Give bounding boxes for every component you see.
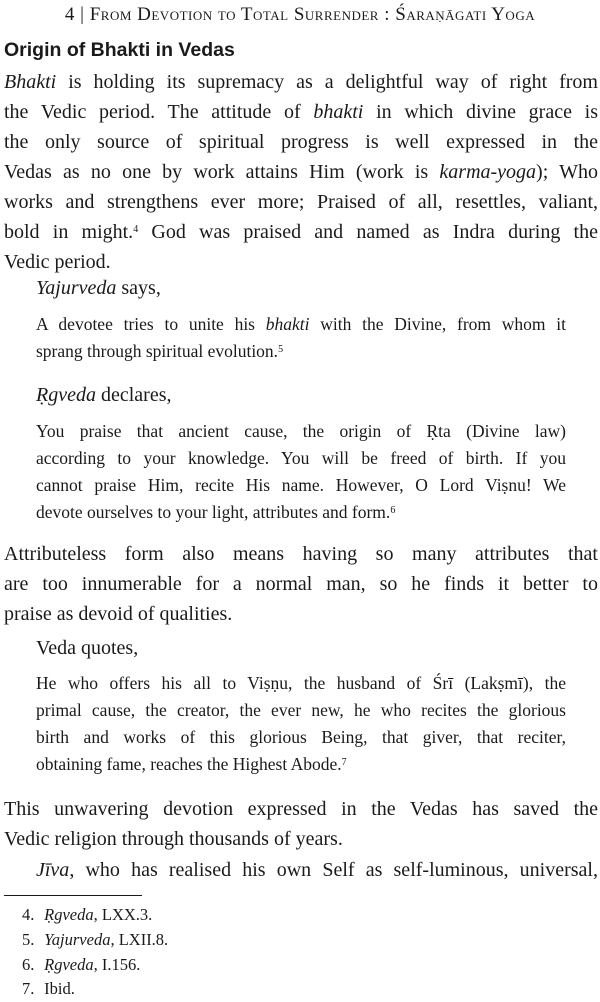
footnote-6: 6. Ṛgveda, I.156.: [22, 955, 141, 974]
text-line: the Vedic period. The attitude of bhakti in which divine grace is: [4, 101, 599, 123]
page-number: 4: [64, 4, 75, 25]
paragraph-jiva: Jīva, who has realised his own Self as self-luminous, universal,: [36, 859, 598, 881]
paragraph-unwavering-devotion: [4, 794, 598, 854]
quote-line: He who offers his all to Viṣṇu, the husband of Śrī (Lakṣmī), the: [36, 673, 566, 693]
block-quote-yajurveda: [36, 311, 566, 365]
footnote-5: 5. Yajurveda, LXII.8.: [22, 930, 169, 949]
quote-line: cannot praise Him, recite His name. However, O Lord Viṣnu! We: [36, 475, 566, 495]
text-line: Vedic religion through thousands of years.: [4, 828, 343, 850]
quote-line: according to your knowledge. You will be freed of birth. If you: [36, 448, 566, 468]
footnote-4: 4. Ṛgveda, LXX.3.: [22, 905, 153, 924]
quote-intro-yajurveda: Yajurveda says,: [36, 277, 161, 299]
running-head-subtitle: Śaraṇāgati Yoga: [395, 4, 536, 25]
footnote-marker: 5: [278, 344, 284, 355]
running-head-separator: |: [80, 4, 85, 25]
footnote-rule: [4, 895, 142, 896]
text-line: bold in might.$^4$ God was praised and named as Indra during the: [4, 221, 598, 243]
text-line: works and strengthens ever more; Praised of all, resettles, valiant,: [4, 191, 598, 213]
text-line: praise as devoid of qualities.: [4, 603, 233, 625]
text-line: are too innumerable for a normal man, so he finds it better to: [4, 573, 598, 595]
quote-line: A devotee tries to unite his bhakti with the Divine, from whom it: [36, 314, 566, 334]
running-head: [0, 2, 600, 28]
quote-intro-veda: Veda quotes,: [36, 637, 139, 659]
quote-intro-rgveda: Ṛgveda declares,: [36, 384, 172, 406]
text-line: Attributeless form also means having so many attributes that: [4, 543, 598, 565]
text-line: Vedic period.: [4, 251, 111, 273]
text-line: Bhakti is holding its supremacy as a delightful way of right from: [4, 71, 598, 93]
block-quote-veda: [36, 670, 566, 778]
footnote-marker: 4: [133, 224, 139, 235]
quote-line: devote ourselves to your light, attributes and form.$^6$: [36, 502, 396, 522]
text-line: the only source of spiritual progress is well expressed in the: [4, 131, 598, 153]
quote-line: You praise that ancient cause, the origin of Ṛta (Divine law): [36, 421, 566, 441]
quote-line: primal cause, the creator, the ever new, he who recites the glorious: [36, 700, 566, 720]
footnote-marker: 7: [341, 757, 347, 768]
text-line: Vedas as no one by work attains Him (work is karma-yoga); Who: [4, 161, 598, 183]
running-head-title: From Devotion to Total Surrender :: [89, 4, 391, 25]
footnote-marker: 6: [390, 505, 396, 516]
footnote-7: 7. Ibid.: [22, 979, 75, 998]
paragraph-bhakti-supremacy: [4, 67, 598, 277]
quote-line: birth and works of this glorious Being, that giver, that reciter,: [36, 727, 566, 747]
quote-line: sprang through spiritual evolution.$^5$: [36, 341, 284, 361]
quote-line: obtaining fame, reaches the Highest Abode.$^7$: [36, 754, 347, 774]
block-quote-rgveda: [36, 418, 566, 526]
paragraph-attributeless-form: [4, 539, 598, 629]
section-heading: Origin of Bhakti in Vedas: [4, 39, 235, 61]
text-line: This unwavering devotion expressed in the Vedas has saved the: [4, 798, 598, 820]
